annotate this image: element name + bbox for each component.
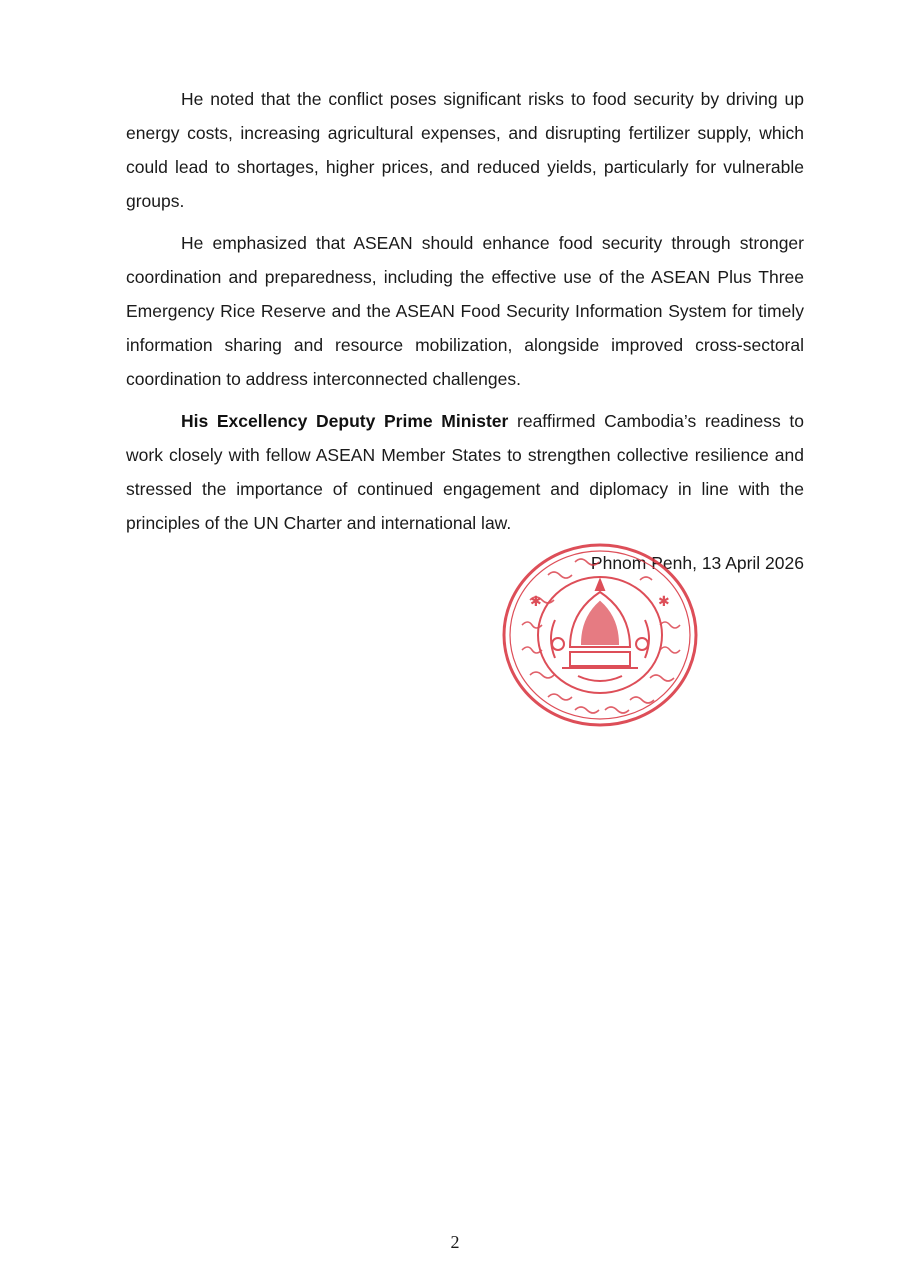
document-body <box>126 82 804 548</box>
ministry-seal-icon <box>500 540 700 730</box>
svg-text:✱: ✱ <box>530 594 542 610</box>
paragraph-text: reaffirmed Cambodia’s readiness to work closely with fellow ASEAN Member States to strengthen collective resilience and stressed the importance of continued engagement and diplomacy in line with the principles of the UN Charter and international law. <box>126 411 804 533</box>
dateline: Phnom Penh, 13 April 2026 <box>590 553 804 573</box>
paragraph-text: He emphasized that ASEAN should enhance food security through stronger coordination and preparedness, including the effective use of the ASEAN Plus Three Emergency Rice Reserve and the ASEAN Food Security Information System for timely information sharing and resource mobilization, alongside improved cross-sectoral coordination to address interconnected challenges. <box>126 233 804 389</box>
paragraph-food-security-risks <box>126 82 804 218</box>
paragraph-asean-coordination <box>126 226 804 396</box>
paragraph-cambodia-readiness <box>126 404 804 540</box>
paragraph-lead-bold: His Excellency Deputy Prime Minister <box>181 411 509 431</box>
page-number: 2 <box>450 1232 460 1252</box>
svg-text:✱: ✱ <box>658 594 670 610</box>
paragraph-text: He noted that the conflict poses significant risks to food security by driving up energy costs, increasing agricultural expenses, and disrupting fertilizer supply, which could lead to shortages, higher prices, and reduced yields, particularly for vulnerable groups. <box>126 89 804 211</box>
